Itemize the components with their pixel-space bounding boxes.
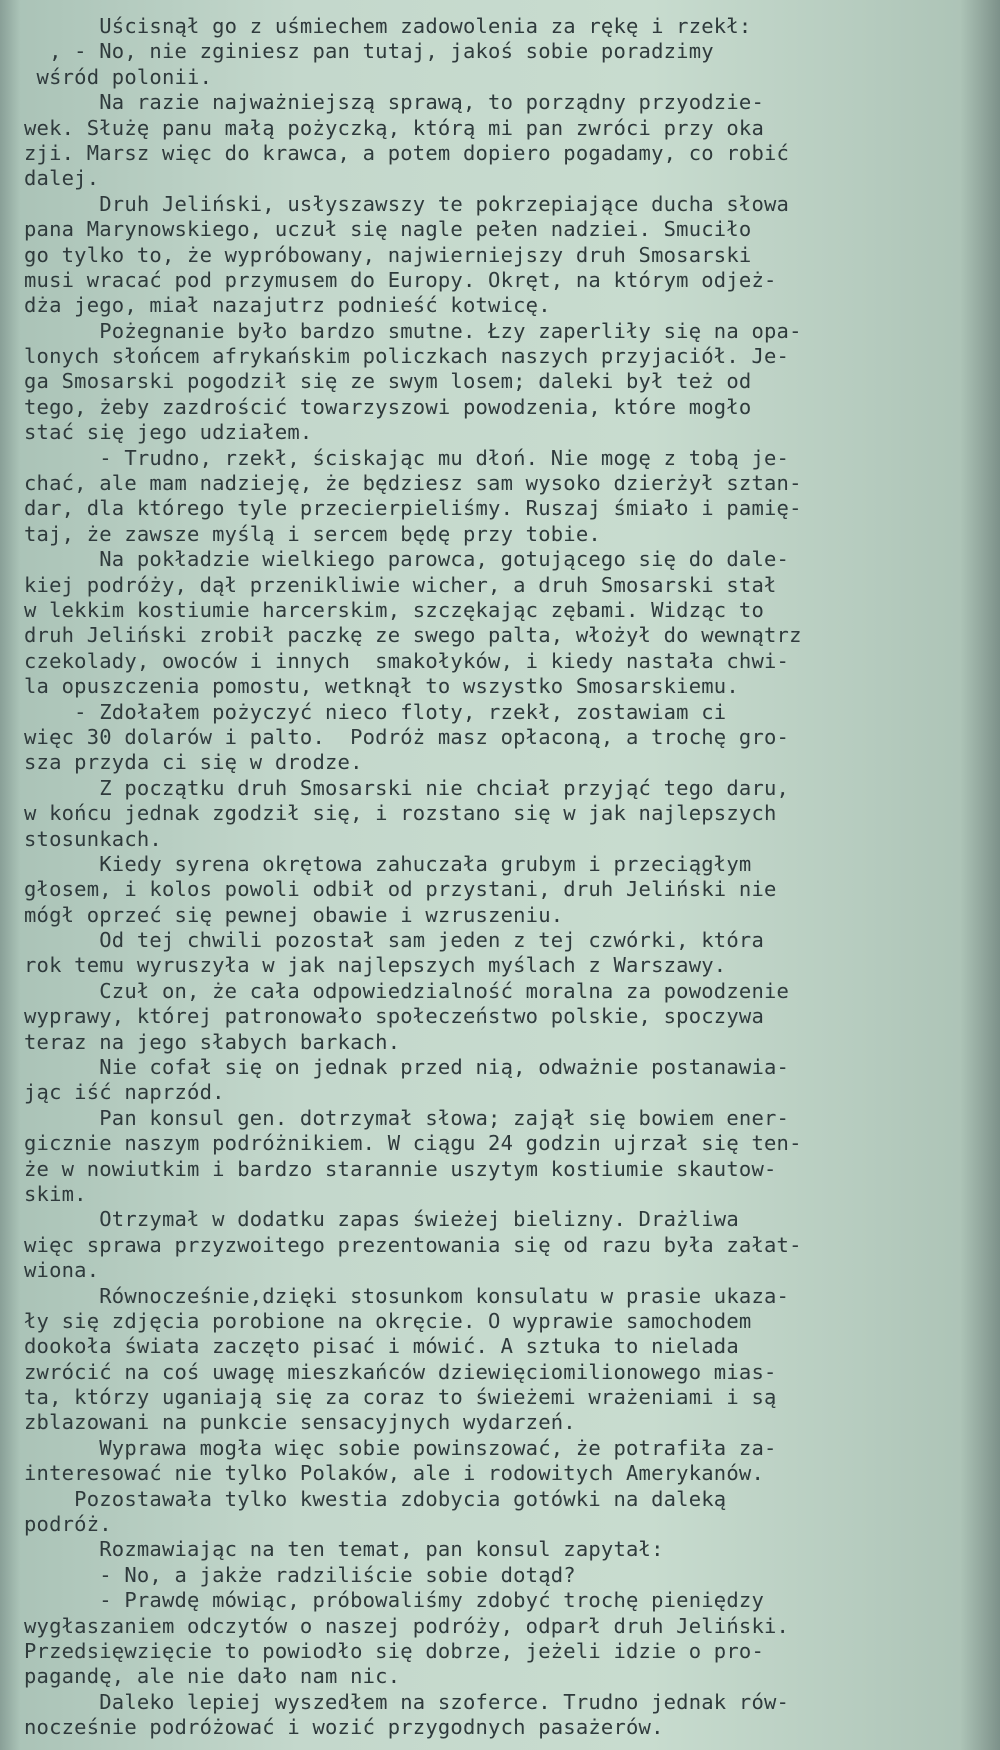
text-line: Rozmawiając na ten temat, pan konsul zapytał: bbox=[24, 1537, 664, 1562]
text-line: Otrzymał w dodatku zapas świeżej bielizny. Drażliwa bbox=[24, 1207, 739, 1232]
text-line: Od tej chwili pozostał sam jeden z tej czwórki, która bbox=[24, 928, 764, 953]
text-line: więc sprawa przyzwoitego prezentowania się od razu była załat- bbox=[24, 1232, 802, 1257]
text-line: że w nowiutkim i bardzo starannie uszytym kostiumie skautow- bbox=[24, 1156, 777, 1181]
text-line: rok temu wyruszyła w jak najlepszych myślach z Warszawy. bbox=[24, 953, 727, 978]
text-line: w lekkim kostiumie harcerskim, szczękając zębami. Widząc to bbox=[24, 597, 764, 622]
text-line: zwrócić na coś uwagę mieszkańców dziewięciomilionowego mias- bbox=[24, 1359, 777, 1384]
text-line: zji. Marsz więc do krawca, a potem dopiero pogadamy, co robić bbox=[24, 140, 790, 165]
text-line: Daleko lepiej wyszedłem na szoferce. Trudno jednak rów- bbox=[24, 1689, 790, 1714]
text-line: gicznie naszym podróżnikiem. W ciągu 24 godzin ujrzał się ten- bbox=[24, 1131, 802, 1156]
text-line: głosem, i kolos powoli odbił od przystani, druh Jeliński nie bbox=[24, 877, 777, 902]
text-line: stosunkach. bbox=[24, 826, 162, 851]
text-line: w końcu jednak zgodził się, i rozstano się w jak najlepszych bbox=[24, 801, 777, 826]
page-text bbox=[24, 14, 972, 1741]
text-line: wek. Służę panu małą pożyczką, którą mi pan zwróci przy oka bbox=[24, 115, 764, 140]
text-line: wśród polonii. bbox=[24, 64, 213, 89]
text-line: Z początku druh Smosarski nie chciał przyjąć tego daru, bbox=[24, 775, 790, 800]
text-line: Na razie najważniejszą sprawą, to porządny przyodzie- bbox=[24, 90, 764, 115]
text-line: dar, dla którego tyle przecierpieliśmy. Ruszaj śmiało i pamię- bbox=[24, 496, 802, 521]
text-line: - Trudno, rzekł, ściskając mu dłoń. Nie mogę z tobą je- bbox=[24, 445, 790, 470]
text-line: sza przyda ci się w drodze. bbox=[24, 750, 363, 775]
text-line: Pożegnanie było bardzo smutne. Łzy zaperliły się na opa- bbox=[24, 318, 802, 343]
text-line: Przedsięwzięcie to powiodło się dobrze, jeżeli idzie o pro- bbox=[24, 1639, 764, 1663]
text-line: wygłaszaniem odczytów o naszej podróży, odparł druh Jeliński. bbox=[24, 1613, 790, 1638]
text-line: Wyprawa mogła więc sobie powinszować, że potrafiła za- bbox=[24, 1435, 777, 1460]
text-line: musi wracać pod przymusem do Europy. Okręt, na którym odjeż- bbox=[24, 267, 777, 292]
text-line: ta, którzy uganiają się za coraz to świeżemi wrażeniami i są bbox=[24, 1385, 777, 1410]
text-line: go tylko to, że wypróbowany, najwierniejszy druh Smosarski bbox=[24, 242, 752, 267]
text-line: Równocześnie,dzięki stosunkom konsulatu w prasie ukaza- bbox=[24, 1283, 790, 1308]
text-line: Na pokładzie wielkiego parowca, gotującego się do dale- bbox=[24, 547, 790, 572]
text-line: lonych słońcem afrykańskim policzkach naszych przyjaciół. Je- bbox=[24, 344, 790, 369]
text-line: druh Jeliński zrobił paczkę ze swego palta, włożył do wewnątrz bbox=[24, 623, 802, 648]
text-line: - Zdołałem pożyczyć nieco floty, rzekł, zostawiam ci bbox=[24, 699, 727, 724]
text-line: Pan konsul gen. dotrzymał słowa; zajął się bowiem ener- bbox=[24, 1105, 790, 1130]
text-line: ły się zdjęcia porobione na okręcie. O wyprawie samochodem bbox=[24, 1308, 752, 1333]
text-line: nocześnie podróżować i wozić przygodnych pasażerów. bbox=[24, 1715, 664, 1740]
text-line: stać się jego udziałem. bbox=[24, 420, 313, 445]
text-line: Druh Jeliński, usłyszawszy te pokrzepiające ducha słowa bbox=[24, 191, 790, 216]
text-line: la opuszczenia pomostu, wetknął to wszystko Smosarskiemu. bbox=[24, 674, 739, 699]
text-line: więc 30 dolarów i palto. Podróż masz opłaconą, a trochę gro- bbox=[24, 724, 790, 749]
text-line: dża jego, miał nazajutrz podnieść kotwicę. bbox=[24, 293, 551, 318]
text-line: jąc iść naprzód. bbox=[24, 1080, 225, 1105]
text-line: wiona. bbox=[24, 1258, 100, 1283]
text-line: kiej podróży, dął przenikliwie wicher, a druh Smosarski stał bbox=[24, 572, 777, 597]
text-line: pana Marynowskiego, uczuł się nagle pełen nadziei. Smuciło bbox=[24, 217, 752, 242]
text-line: wyprawy, której patronowało społeczeństwo polskie, spoczywa bbox=[24, 1004, 764, 1029]
text-line: chać, ale mam nadzieję, że będziesz sam wysoko dzierżył sztan- bbox=[24, 471, 802, 496]
text-line: ga Smosarski pogodził się ze swym losem; daleki był też od bbox=[24, 369, 752, 394]
text-line: tego, żeby zazdrościć towarzyszowi powodzenia, które mogło bbox=[24, 394, 752, 419]
text-line: teraz na jego słabych barkach. bbox=[24, 1029, 401, 1054]
text-line: pagandę, ale nie dało nam nic. bbox=[24, 1664, 401, 1689]
text-line: interesować nie tylko Polaków, ale i rodowitych Amerykanów. bbox=[24, 1461, 764, 1486]
text-line: , - No, nie zginiesz pan tutaj, jakoś sobie poradzimy bbox=[24, 39, 714, 64]
text-line: - No, a jakże radziliście sobie dotąd? bbox=[24, 1562, 576, 1587]
text-line: Nie cofał się on jednak przed nią, odważnie postanawia- bbox=[24, 1055, 790, 1080]
text-line: Czuł on, że cała odpowiedzialność moralna za powodzenie bbox=[24, 978, 790, 1003]
text-line: podróż. bbox=[24, 1512, 112, 1537]
text-line: - Prawdę mówiąc, próbowaliśmy zdobyć trochę pieniędzy bbox=[24, 1588, 764, 1613]
text-line: skim. bbox=[24, 1181, 87, 1206]
text-line: czekolady, owoców i innych smakołyków, i kiedy nastała chwi- bbox=[24, 648, 790, 673]
text-line: zblazowani na punkcie sensacyjnych wydarzeń. bbox=[24, 1410, 576, 1435]
text-line: Kiedy syrena okrętowa zahuczała grubym i przeciągłym bbox=[24, 851, 752, 876]
text-line: Uścisnął go z uśmiechem zadowolenia za rękę i rzekł: bbox=[24, 14, 752, 38]
text-line: mógł oprzeć się pewnej obawie i wzruszeniu. bbox=[24, 902, 564, 927]
text-line: dookoła świata zaczęto pisać i mówić. A sztuka to nielada bbox=[24, 1334, 739, 1359]
text-line: dalej. bbox=[24, 166, 100, 191]
text-line: Pozostawała tylko kwestia zdobycia gotówki na daleką bbox=[24, 1486, 727, 1511]
text-line: taj, że zawsze myślą i sercem będę przy tobie. bbox=[24, 521, 601, 546]
